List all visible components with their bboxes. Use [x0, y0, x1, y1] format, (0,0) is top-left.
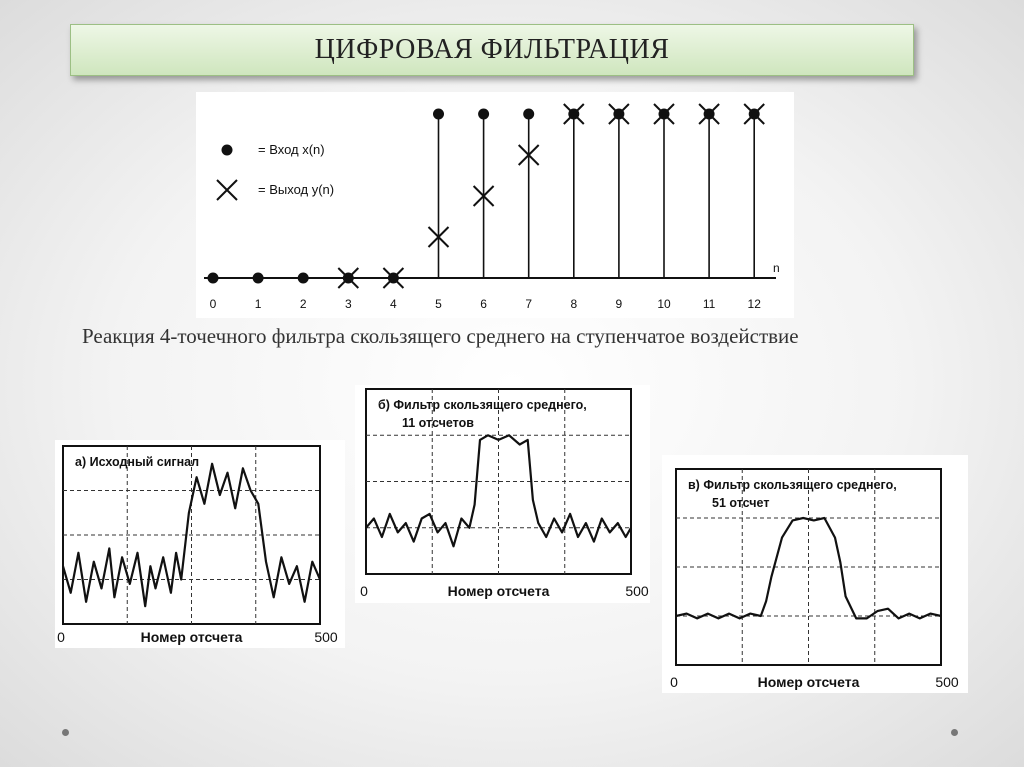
chart-c-xlabel: Номер отсчета [757, 674, 860, 690]
chart-c-tick-500: 500 [935, 674, 959, 690]
stem-tick-label: 10 [657, 297, 671, 311]
chart-a-xlabel: Номер отсчета [140, 629, 243, 645]
legend-input-label: = Вход x(n) [258, 142, 325, 157]
stem-input-dot [253, 273, 264, 284]
chart-b [355, 385, 650, 603]
stem-tick-label: 9 [615, 297, 623, 311]
chart-a-panel [55, 440, 345, 648]
stem-tick-label: 7 [525, 297, 533, 311]
chart-a-tick-500: 500 [314, 629, 338, 645]
chart-a-annotation: а) Исходный сигнал [75, 455, 200, 469]
stem-tick-label: 1 [254, 297, 262, 311]
chart-b-tick-500: 500 [625, 583, 649, 599]
stem-chart [196, 92, 794, 318]
chart-c-annotation: в) Фильтр скользящего среднего, [688, 478, 897, 492]
legend-cross-marker [217, 180, 237, 200]
stem-input-dot [208, 273, 219, 284]
legend-output-label: = Выход y(n) [258, 182, 335, 197]
stem-input-dot [478, 109, 489, 120]
chart-b-annotation: б) Фильтр скользящего среднего, [378, 398, 587, 412]
slide-title-box [70, 24, 914, 76]
stem-tick-label: 2 [299, 297, 307, 311]
stem-chart-panel [196, 92, 794, 318]
stem-tick-label: 8 [570, 297, 578, 311]
chart-a [55, 440, 345, 648]
stem-tick-label: 0 [209, 297, 217, 311]
chart-b-tick-0: 0 [360, 583, 368, 599]
stem-input-dot [433, 109, 444, 120]
nav-dot-left[interactable] [62, 729, 69, 736]
chart-a-tick-0: 0 [57, 629, 65, 645]
stem-tick-label: 5 [435, 297, 442, 311]
chart-b-xlabel: Номер отсчета [447, 583, 550, 599]
slide-title: ЦИФРОВАЯ ФИЛЬТРАЦИЯ [314, 34, 670, 65]
stem-tick-label: 12 [747, 297, 761, 311]
chart-b-panel [355, 385, 650, 603]
stem-tick-label: 4 [390, 297, 397, 311]
chart-b-annotation-line2: 11 отсчетов [402, 416, 474, 430]
legend-dot-marker [222, 145, 233, 156]
stem-input-dot [298, 273, 309, 284]
chart-c [662, 455, 968, 693]
chart-c-tick-0: 0 [670, 674, 678, 690]
chart-c-annotation-line2: 51 отсчет [712, 496, 770, 510]
chart-c-panel [662, 455, 968, 693]
slide-caption: Реакция 4-точечного фильтра скользящего среднего на ступенчатое воздействие [82, 324, 799, 348]
stem-tick-label: 11 [702, 297, 716, 311]
stem-tick-label: 3 [344, 297, 352, 311]
stem-input-dot [523, 109, 534, 120]
stem-axis-label: n [773, 261, 780, 275]
nav-dot-right[interactable] [951, 729, 958, 736]
stem-tick-label: 6 [480, 297, 487, 311]
